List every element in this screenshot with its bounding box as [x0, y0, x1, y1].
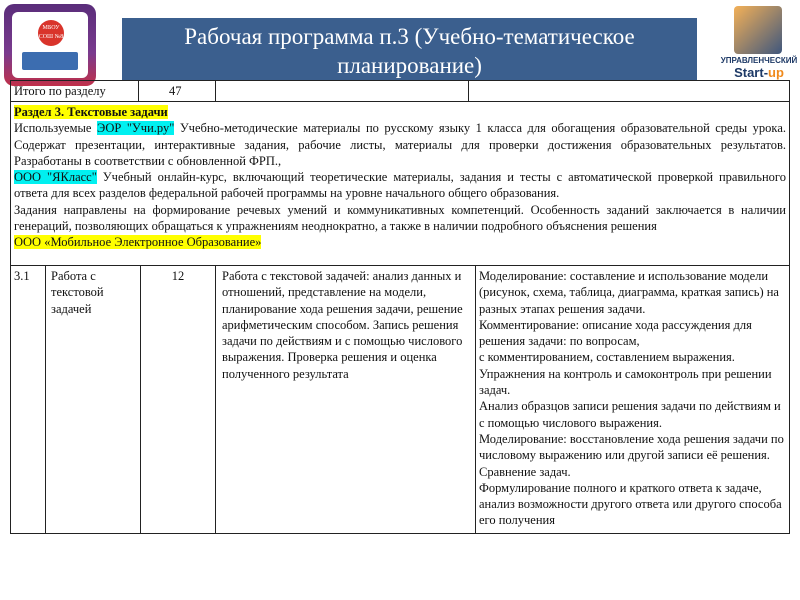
total-col4	[468, 80, 790, 102]
row-activities: Моделирование: составление и использование модели (рисунок, схема, таблица, диаграмма, краткая запись) на разных этапах решения задачи. Комментирование: описание хода рассуждения для решения задачи: по вопросам, с комментированием, составлением выражения. Упражнения на контроль и самоконтроль при решении задач. Анализ образцов записи решения задачи по действиям и с помощью числового выражения. Моделирование: восстановление хода решения задачи по числовому выражению или другой записи её решения. Сравнение задач. Формулирование полного и краткого ответа к задаче, анализ возможности другого ответа или другого способа его получения	[475, 265, 790, 534]
row-number: 3.1	[10, 265, 46, 534]
row-hours: 12	[140, 265, 216, 534]
resource-meo: ООО «Мобильное Электронное Образование»	[14, 235, 262, 250]
resource-yaklass: ООО "ЯКласс"	[14, 170, 97, 185]
school-logo	[4, 4, 96, 86]
row-content: Работа с текстовой задачей: анализ данных и отношений, представление на модели, планирование хода решения задачи, решение арифметическим способом. Запись решения задачи по действиям и с помощью числового выражения. Проверка решения и оценка полученного результата	[215, 265, 476, 534]
section-title: Раздел 3. Текстовые задачи	[14, 105, 168, 119]
resource-uchiru: ЭОР "Учи.ру"	[96, 121, 175, 136]
section-description: Раздел 3. Текстовые задачи Используемые ЭОР "Учи.ру" Учебно-методические материалы по русскому языку 1 класса для обогащения образовательной среды урока. Содержат презентации, интерактивные задания, рабочие листы, материалы для проверки достижения образовательных результатов. Разработаны в соответствии с обновленной ФРП., ООО "ЯКласс" Учебный онлайн-курс, включающий теоретические материалы, задания и тесты с автоматической проверкой правильного ответа для всех разделов федеральной рабочей программы на уровне начального общего образования. Задания направлены на формирование речевых умений и коммуникативных компетенций. Особенность заданий заключается в наличии генераций, позволяющих обращаться к упражнениям неоднократно, а также в наличии подробного объяснения решения ООО «Мобильное Электронное Образование»	[10, 101, 790, 266]
row-topic: Работа с текстовой задачей	[45, 265, 141, 534]
total-col3	[215, 80, 469, 102]
total-label: Итого по разделу	[10, 80, 139, 102]
school-logo-text: МБОУ СОШ №8	[38, 20, 64, 46]
page-title: Рабочая программа п.3 (Учебно-тематическое планирование)	[122, 18, 697, 80]
startup-logo: УПРАВЛЕНЧЕСКИЙ Start-up	[718, 2, 800, 82]
total-value: 47	[138, 80, 216, 102]
